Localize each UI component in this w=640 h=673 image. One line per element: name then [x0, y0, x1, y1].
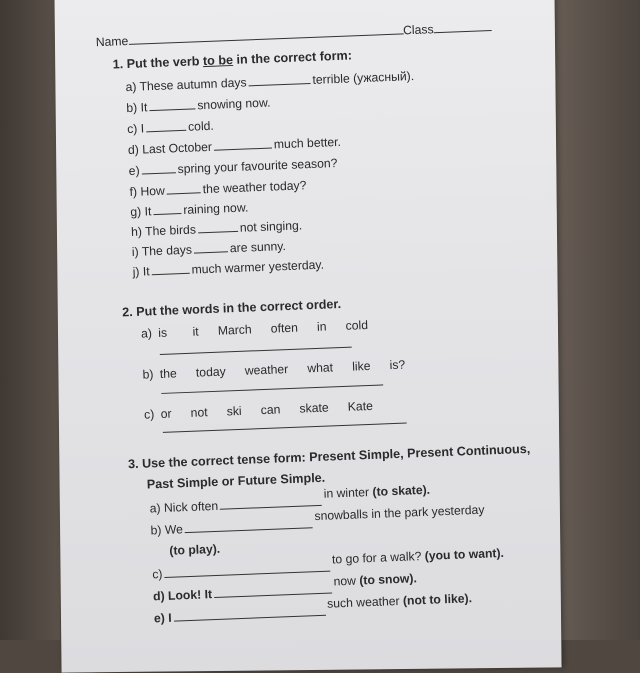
exercise-3-item-b-hint	[169, 542, 220, 559]
item-hint: (to play).	[169, 541, 221, 558]
exercise-3-title-text-2: Past Simple or Future Simple.	[146, 470, 326, 492]
item-text: much warmer yesterday.	[191, 257, 325, 277]
item-label: b) We	[150, 522, 184, 538]
exercise-1-title-suffix: in the correct form:	[232, 48, 353, 67]
answer-blank[interactable]	[146, 119, 186, 133]
scrambled-words: c) or not ski can skate Kate	[143, 398, 374, 422]
item-text: are sunny.	[229, 239, 287, 256]
exercise-2-answer-b[interactable]	[161, 384, 383, 394]
item-label: e)	[128, 163, 140, 179]
exercise-3-title-text: Use the correct tense form: Present Simple, Present Continuous,	[141, 441, 531, 471]
answer-blank[interactable]	[185, 516, 313, 533]
answer-blank[interactable]	[166, 181, 200, 194]
table-surface-left	[0, 0, 60, 640]
answer-blank[interactable]	[153, 202, 181, 215]
item-label: c) I	[126, 121, 145, 137]
exercise-2-item-a	[141, 318, 369, 341]
exercise-3-title-line-1	[128, 442, 531, 473]
answer-blank[interactable]	[220, 494, 322, 510]
answer-blank[interactable]	[141, 161, 175, 174]
item-label: b) It	[126, 100, 148, 116]
item-label: c)	[152, 567, 163, 582]
item-text: not singing.	[239, 218, 303, 235]
worksheet-content	[95, 0, 535, 626]
exercise-1-item-i	[132, 238, 287, 260]
exercise-1-item-e	[128, 155, 337, 179]
answer-blank[interactable]	[173, 604, 325, 622]
item-text: in winter	[323, 484, 373, 501]
name-label: Name	[95, 33, 129, 50]
exercise-1-item-a	[125, 68, 414, 95]
item-label: g) It	[130, 204, 152, 219]
item-label: a) These autumn days	[125, 75, 247, 95]
scrambled-words: b) the today weather what like is?	[142, 357, 406, 382]
item-label: d) Look! It	[152, 587, 213, 604]
exercise-2-number: 2.	[121, 304, 133, 320]
answer-blank[interactable]	[214, 137, 272, 151]
item-label: e) I	[153, 610, 172, 626]
exercise-1-item-g	[130, 199, 249, 219]
exercise-2-answer-c[interactable]	[163, 423, 407, 433]
item-label: j) It	[132, 264, 150, 279]
item-label: d) Last October	[127, 139, 213, 158]
item-text: such weather	[326, 593, 404, 611]
name-field[interactable]	[128, 22, 403, 45]
answer-blank[interactable]	[198, 220, 238, 234]
item-text: to go for a walk?	[331, 548, 426, 567]
exercise-1-item-c	[127, 118, 214, 137]
answer-blank[interactable]	[164, 560, 330, 578]
item-label: a) Nick often	[149, 498, 219, 516]
class-field[interactable]	[433, 19, 491, 33]
item-hint: (you to want).	[424, 545, 505, 563]
item-text: raining now.	[183, 200, 249, 217]
answer-blank[interactable]	[214, 582, 332, 599]
item-text: the weather today?	[202, 178, 307, 197]
item-hint: (to snow).	[359, 571, 418, 588]
item-label: f) How	[129, 183, 166, 200]
answer-blank[interactable]	[151, 262, 189, 275]
exercise-1-number: 1.	[112, 57, 124, 72]
item-text: snowing now.	[197, 95, 271, 113]
exercise-1-item-b	[126, 95, 271, 116]
name-row	[96, 19, 492, 50]
exercise-2-title	[122, 297, 341, 321]
item-text: terrible (ужасный).	[312, 69, 415, 87]
exercise-1-title	[112, 48, 352, 72]
item-text: snowballs in the park yesterday	[314, 502, 485, 524]
answer-blank[interactable]	[248, 72, 310, 86]
item-label: h) The birds	[130, 222, 197, 239]
exercise-2-item-b	[142, 358, 405, 383]
exercise-2-title-text: Put the words in the correct order.	[135, 296, 342, 319]
item-hint: (to skate).	[372, 482, 431, 499]
item-text: much better.	[273, 134, 342, 152]
class-label: Class	[402, 22, 434, 38]
item-text: now	[333, 573, 360, 589]
exercise-3-number: 3.	[127, 456, 139, 472]
exercise-2-item-c	[144, 399, 373, 422]
item-text: spring your favourite season?	[177, 156, 338, 177]
worksheet-paper	[54, 0, 561, 673]
answer-blank[interactable]	[194, 240, 228, 253]
exercise-1-title-verb: to be	[202, 52, 234, 69]
item-label: i) The days	[131, 242, 193, 259]
scrambled-words: a) is it March often in cold	[140, 317, 369, 341]
answer-blank[interactable]	[149, 97, 195, 111]
exercise-1-item-j	[132, 257, 324, 280]
exercise-2-answer-a[interactable]	[160, 347, 352, 355]
item-text: cold.	[187, 118, 215, 134]
exercise-3-title-line-2	[147, 471, 326, 493]
exercise-1-item-f	[129, 177, 306, 199]
exercise-1-item-h	[131, 217, 303, 239]
exercise-1-title-prefix: Put the verb	[126, 54, 204, 72]
exercise-1-item-d	[128, 134, 342, 158]
item-hint: (not to like).	[402, 591, 473, 608]
